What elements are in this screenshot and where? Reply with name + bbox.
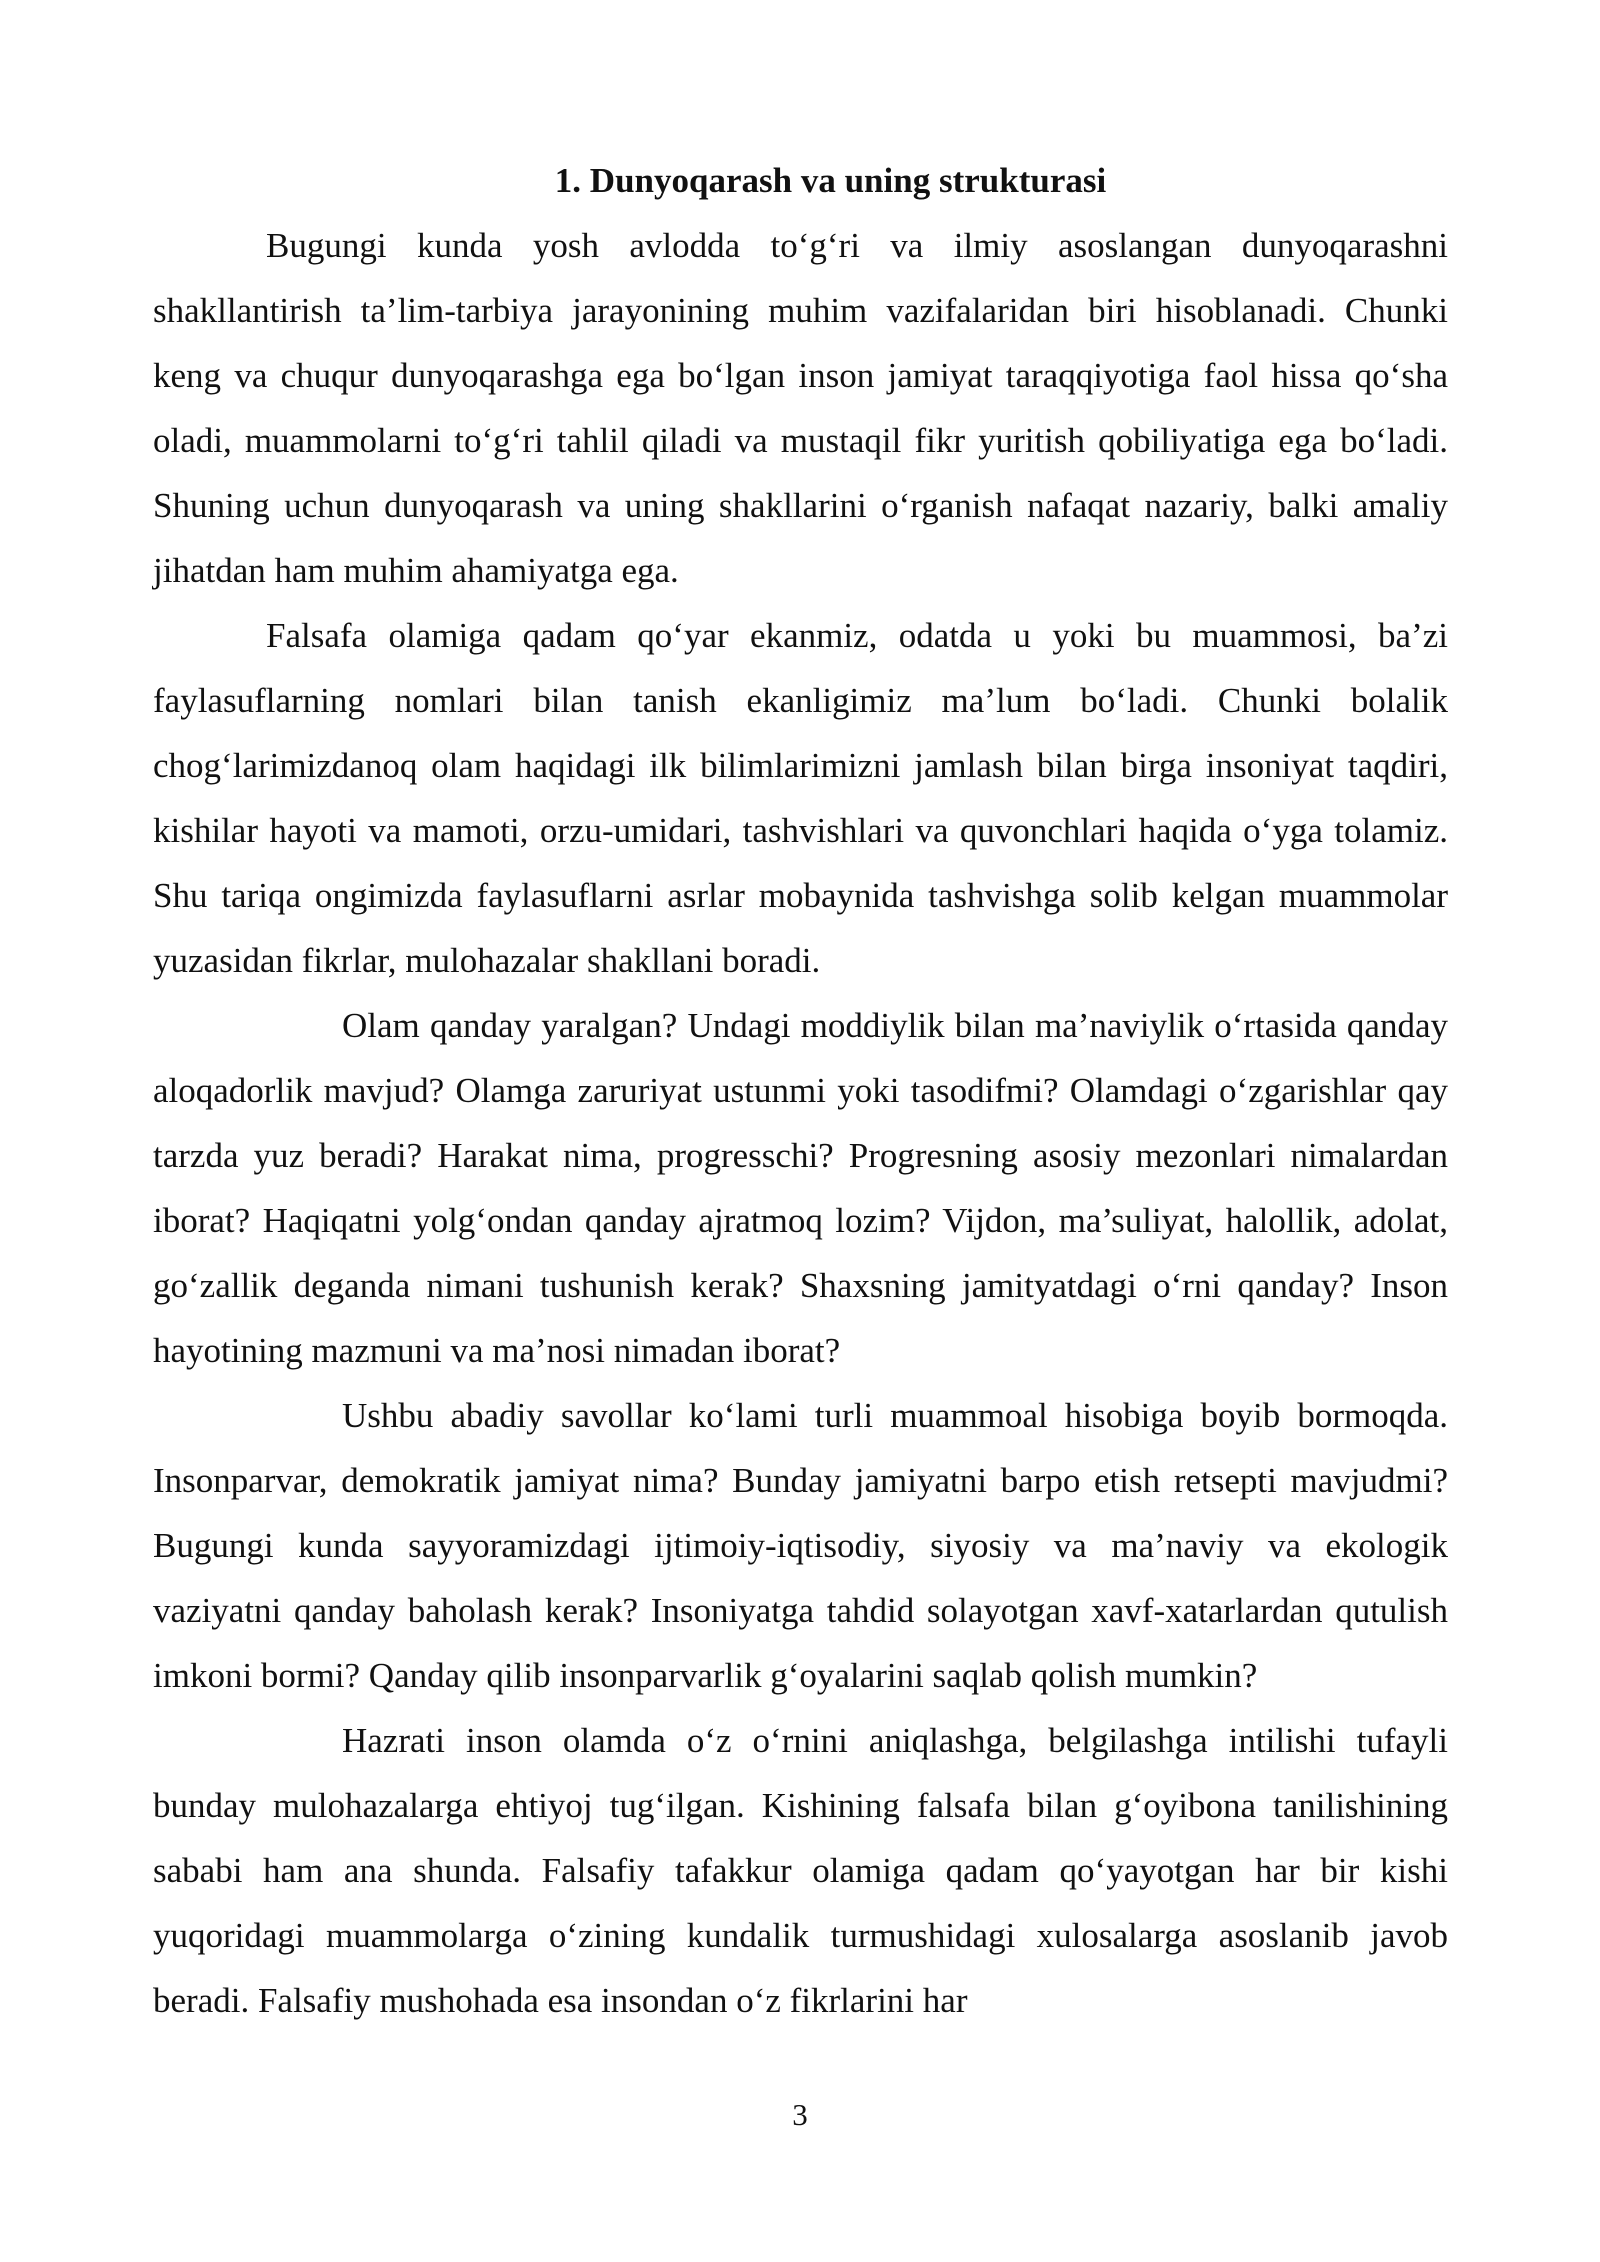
paragraph-5: Hazrati inson olamda o‘z o‘rnini aniqlashga, belgilashga intilishi tufayli bunday mulohazalarga ehtiyoj tug‘ilgan. Kishining falsafa bilan g‘oyibona tanilishining sababi ham ana shunda. Falsafiy tafakkur olamiga qadam qo‘yayotgan har bir kishi yuqoridagi muammolarga o‘zining kundalik turmushidagi xulosalarga asoslanib javob beradi. Falsafiy mushohada esa insondan o‘z fikrlarini har [153,1721,1448,2020]
paragraph-1: Bugungi kunda yosh avlodda to‘g‘ri va ilmiy asoslangan dunyoqarashni shakllantirish ta’lim-tarbiya jarayonining muhim vazifalaridan biri hisoblanadi. Chunki keng va chuqur dunyoqarashga ega bo‘lgan inson jamiyat taraqqiyotiga faol hissa qo‘sha oladi, muammolarni to‘g‘ri tahlil qiladi va mustaqil fikr yuritish qobiliyatiga ega bo‘ladi. Shuning uchun dunyoqarash va uning shakllarini o‘rganish nafaqat nazariy, balki amaliy jihatdan ham muhim ahamiyatga ega. [153,226,1448,590]
paragraph-3: Olam qanday yaralgan? Undagi moddiylik bilan ma’naviylik o‘rtasida qanday aloqadorlik mavjud? Olamga zaruriyat ustunmi yoki tasodifmi? Olamdagi o‘zgarishlar qay tarzda yuz beradi? Harakat nima, progresschi? Progresning asosiy mezonlari nimalardan iborat? Haqiqatni yolg‘ondan qanday ajratmoq lozim? Vijdon, ma’suliyat, halollik, adolat, go‘zallik deganda nimani tushunish kerak? Shaxsning jamityatdagi o‘rni qanday? Inson hayotining mazmuni va ma’nosi nimadan iborat? [153,1006,1448,1370]
paragraph-4: Ushbu abadiy savollar ko‘lami turli muammoal hisobiga boyib bormoqda. Insonparvar, demokratik jamiyat nima? Bunday jamiyatni barpo etish retsepti mavjudmi? Bugungi kunda sayyoramizdagi ijtimoiy-iqtisodiy, siyosiy va ma’naviy va ekologik vaziyatni qanday baholash kerak? Insoniyatga tahdid solayotgan xavf-xatarlardan qutulish imkoni bormi? Qanday qilib insonparvarlik g‘oyalarini saqlab qolish mumkin? [153,1396,1448,1695]
page-number: 3 [792,2097,808,2132]
paragraph-2: Falsafa olamiga qadam qo‘yar ekanmiz, odatda u yoki bu muammosi, ba’zi faylasuflarning nomlari bilan tanish ekanligimiz ma’lum bo‘ladi. Chunki bolalik chog‘larimizdanoq olam haqidagi ilk bilimlarimizni jamlash bilan birga insoniyat taqdiri, kishilar hayoti va mamoti, orzu-umidari, tashvishlari va quvonchlari haqida o‘yga tolamiz. Shu tariqa ongimizda faylasuflarni asrlar mobaynida tashvishga solib kelgan muammolar yuzasidan fikrlar, mulohazalar shakllani boradi. [153,616,1448,980]
section-heading: 1. Dunyoqarash va uning strukturasi [554,161,1107,200]
page-content [153,148,1448,2033]
